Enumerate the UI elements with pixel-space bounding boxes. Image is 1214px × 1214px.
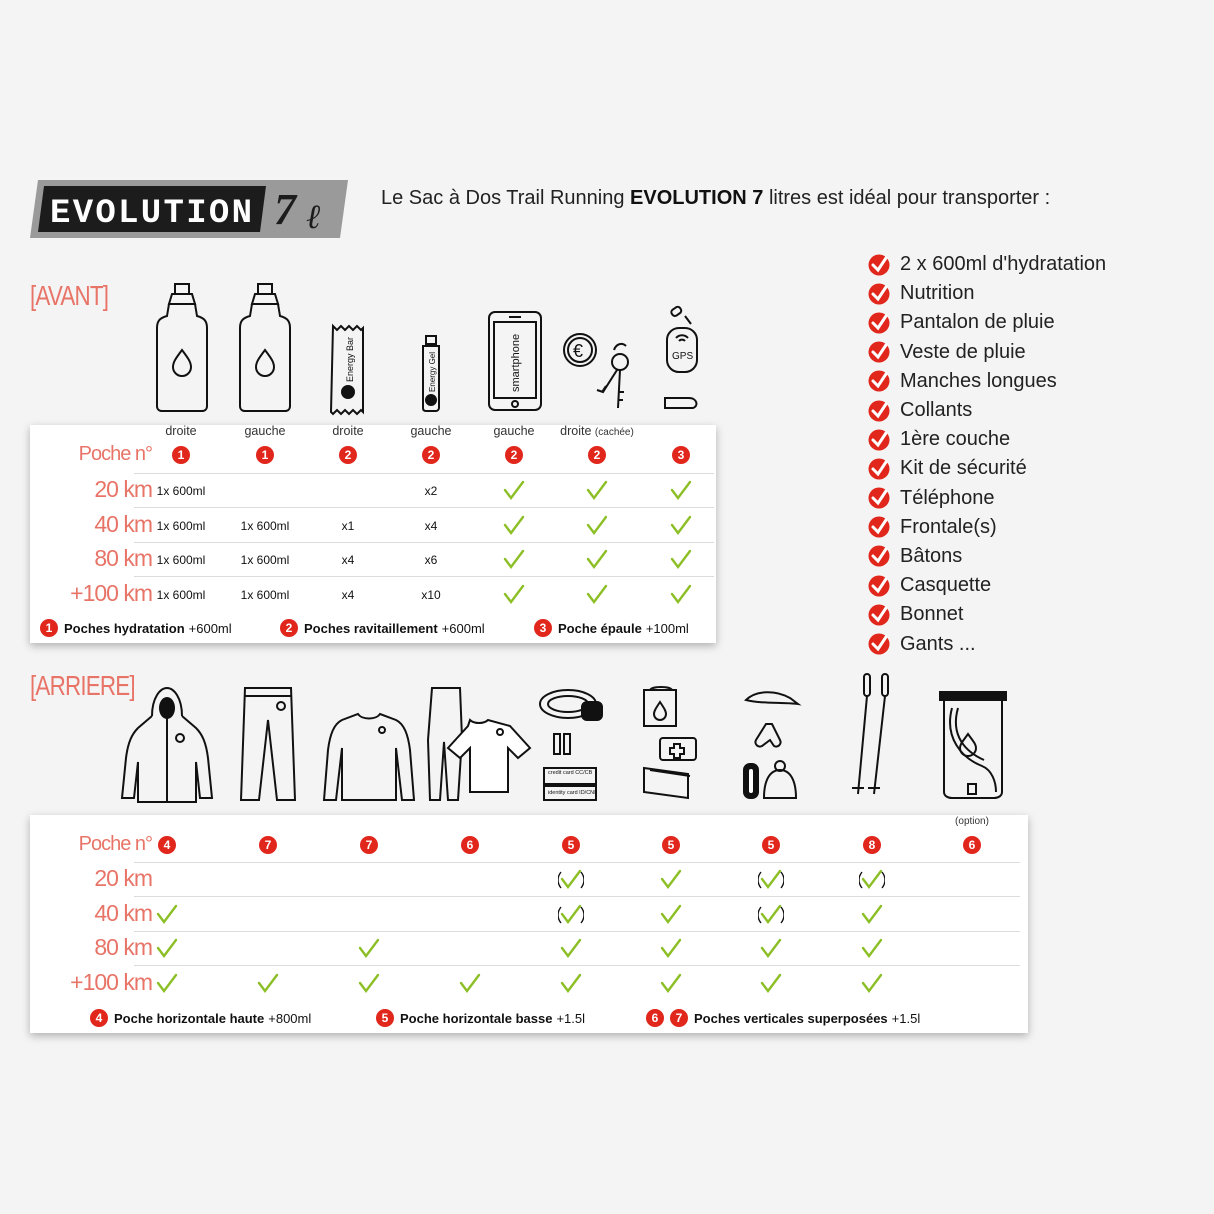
legend-name: Poches ravitaillement (304, 620, 438, 636)
headlamp-and-cards-icon (538, 686, 604, 802)
check-icon (584, 514, 610, 536)
check-icon (154, 972, 180, 994)
pocket-legend-item (646, 1009, 920, 1027)
svg-text:identity card ID/CNI: identity card ID/CNI (548, 790, 596, 796)
carry-list-label: Bâtons (900, 544, 963, 567)
table-cell: x2 (424, 484, 438, 498)
pocket-legend-item (534, 619, 689, 637)
pocket-number-badge: 1 (40, 619, 58, 637)
red-check-icon (868, 633, 890, 655)
svg-text:€: € (573, 341, 584, 361)
check-icon (457, 972, 483, 994)
distance-label: +100 km (70, 968, 152, 995)
table-cell: 1x 600ml (240, 518, 290, 533)
svg-text:credit card CC/CB: credit card CC/CB (548, 770, 593, 776)
red-check-icon (868, 283, 890, 305)
column-side-text: droite (332, 424, 364, 438)
back-section-label: [ARRIERE] (30, 670, 135, 701)
tagline: Le Sac à Dos Trail Running EVOLUTION 7 litres est idéal pour transporter : (381, 187, 1051, 209)
column-note: (option) (955, 816, 989, 827)
carry-list-item (868, 542, 1106, 571)
table-cell: 1x 600ml (156, 484, 206, 498)
legend-capacity: +100ml (645, 620, 689, 636)
front-section-label: [AVANT] (30, 280, 109, 311)
row-divider (134, 576, 714, 577)
table-cell: x4 (424, 518, 438, 533)
check-icon (859, 937, 885, 959)
pocket-number-badge: 1 (172, 446, 190, 464)
pocket-number-badge: 6 (461, 836, 479, 854)
check-icon (668, 583, 694, 605)
red-check-icon (868, 516, 890, 538)
pocket-number-badge: 6 (646, 1009, 664, 1027)
tights-and-tshirt-icon (428, 686, 532, 802)
check-icon (558, 937, 584, 959)
legend-capacity: +1.5l (556, 1010, 585, 1026)
column-side-text: gauche (410, 424, 452, 438)
pocket-number-badge: 3 (534, 619, 552, 637)
row-header: Poche n° (78, 443, 152, 465)
pocket-number-badge: 4 (158, 836, 176, 854)
carry-list-label: Kit de sécurité (900, 457, 1027, 480)
check-icon (668, 514, 694, 536)
legend-name: Poche horizontale haute (114, 1010, 265, 1026)
optional-check-icon (758, 903, 784, 925)
pocket-number-badge: 4 (90, 1009, 108, 1027)
front-pocket-table (30, 425, 716, 643)
distance-label: 20 km (94, 476, 152, 502)
svg-text:smartphone: smartphone (510, 333, 522, 392)
pocket-number-badge: 5 (376, 1009, 394, 1027)
pocket-number-badge: 1 (256, 446, 274, 464)
column-side-text: gauche (244, 424, 286, 438)
check-icon (356, 937, 382, 959)
water-bottle-icon (155, 282, 209, 412)
energy-gel-icon (418, 334, 444, 412)
table-cell: 1x 600ml (156, 518, 206, 533)
red-check-icon (868, 458, 890, 480)
red-check-icon (868, 487, 890, 509)
table-cell: 1x 600ml (156, 553, 206, 567)
first-aid-kit-icon (640, 686, 698, 802)
svg-text:GPS: GPS (672, 351, 694, 362)
pocket-number-badge: 8 (863, 836, 881, 854)
row-divider (134, 542, 714, 543)
optional-check-icon (558, 868, 584, 890)
row-divider (134, 473, 714, 474)
check-icon (584, 548, 610, 570)
distance-label: 40 km (94, 510, 152, 537)
optional-check-icon (859, 868, 885, 890)
gps-whistle-icon (661, 302, 703, 412)
check-icon (658, 903, 684, 925)
column-side-text: droite (560, 424, 592, 438)
evolution-logo (30, 180, 348, 238)
check-icon (154, 937, 180, 959)
table-cell: x4 (341, 553, 355, 567)
table-cell: 1x 600ml (240, 587, 290, 602)
carry-list-item (868, 250, 1106, 279)
check-icon (668, 479, 694, 501)
trekking-poles-icon (850, 672, 894, 802)
legend-name: Poche horizontale basse (400, 1010, 553, 1026)
check-icon (859, 903, 885, 925)
smartphone-icon (487, 310, 543, 412)
check-icon (859, 972, 885, 994)
svg-text:ℓ: ℓ (306, 199, 321, 236)
carry-list-item (868, 425, 1106, 454)
distance-label: 20 km (94, 865, 152, 891)
carry-list-label: Téléphone (900, 486, 995, 509)
carry-list-label: Bonnet (900, 603, 964, 626)
cap-gloves-glasses-beanie-icon (740, 686, 798, 802)
optional-check-icon (758, 868, 784, 890)
carry-list-item (868, 600, 1106, 629)
svg-text:Energy Bar: Energy Bar (345, 336, 355, 382)
check-icon (501, 583, 527, 605)
red-check-icon (868, 545, 890, 567)
distance-label: 80 km (94, 934, 152, 960)
carry-list-item (868, 338, 1106, 367)
carry-list-item (868, 513, 1106, 542)
check-icon (758, 972, 784, 994)
legend-capacity: +1.5l (891, 1010, 921, 1026)
red-check-icon (868, 254, 890, 276)
carry-list-item (868, 571, 1106, 600)
pocket-legend-item (376, 1009, 585, 1027)
check-icon (501, 514, 527, 536)
pocket-legend-item (40, 619, 232, 637)
legend-capacity: +600ml (188, 620, 232, 636)
check-icon (658, 937, 684, 959)
check-icon (584, 479, 610, 501)
carry-list-label: Frontale(s) (900, 515, 997, 538)
distance-label: 80 km (94, 545, 152, 571)
legend-name: Poches verticales superposées (694, 1010, 888, 1026)
carry-list-item (868, 454, 1106, 483)
column-side-label (547, 424, 647, 438)
optional-check-icon (558, 903, 584, 925)
carry-list (868, 250, 1106, 659)
pocket-number-badge: 2 (505, 446, 523, 464)
table-cell: x10 (421, 587, 441, 602)
check-icon (501, 548, 527, 570)
column-side-text: gauche (493, 424, 535, 438)
pocket-number-badge: 5 (562, 836, 580, 854)
legend-name: Poches hydratation (64, 620, 185, 636)
carry-list-item (868, 484, 1106, 513)
pocket-number-badge: 7 (360, 836, 378, 854)
carry-list-item (868, 308, 1106, 337)
energy-bar-icon (331, 324, 365, 412)
pocket-number-badge: 7 (670, 1009, 688, 1027)
carry-list-label: 1ère couche (900, 428, 1011, 451)
carry-list-label: 2 x 600ml d'hydratation (900, 253, 1107, 276)
row-header: Poche n° (78, 833, 152, 855)
row-divider (134, 896, 1020, 897)
carry-list-label: Casquette (900, 574, 992, 597)
check-icon (558, 972, 584, 994)
svg-text:7: 7 (274, 185, 296, 234)
table-cell: x1 (341, 518, 355, 533)
carry-list-label: Collants (900, 399, 973, 422)
coin-and-keys-icon (562, 332, 632, 412)
red-check-icon (868, 575, 890, 597)
red-check-icon (868, 604, 890, 626)
carry-list-label: Pantalon de pluie (900, 311, 1055, 334)
pocket-number-badge: 2 (588, 446, 606, 464)
pocket-number-badge: 2 (339, 446, 357, 464)
red-check-icon (868, 341, 890, 363)
red-check-icon (868, 312, 890, 334)
pocket-legend-item (280, 619, 485, 637)
check-icon (255, 972, 281, 994)
column-note: (cachée) (594, 427, 634, 438)
carry-list-label: Veste de pluie (900, 340, 1026, 363)
carry-list-label: Gants ... (900, 632, 976, 655)
red-check-icon (868, 400, 890, 422)
check-icon (356, 972, 382, 994)
pocket-number-badge: 5 (762, 836, 780, 854)
rain-jacket-icon (120, 686, 214, 802)
check-icon (658, 868, 684, 890)
pocket-number-badge: 2 (422, 446, 440, 464)
carry-list-label: Manches longues (900, 369, 1057, 392)
red-check-icon (868, 370, 890, 392)
row-divider (134, 965, 1020, 966)
pocket-number-badge: 3 (672, 446, 690, 464)
carry-list-label: Nutrition (900, 282, 975, 305)
legend-capacity: +800ml (268, 1010, 312, 1026)
distance-label: +100 km (70, 579, 152, 606)
row-divider (134, 862, 1020, 863)
table-cell: x4 (341, 587, 355, 602)
check-icon (658, 972, 684, 994)
pocket-number-badge: 5 (662, 836, 680, 854)
check-icon (758, 937, 784, 959)
legend-name: Poche épaule (558, 620, 642, 636)
carry-list-item (868, 367, 1106, 396)
table-cell: 1x 600ml (240, 553, 290, 567)
row-divider (134, 507, 714, 508)
long-sleeve-shirt-icon (322, 712, 416, 802)
check-icon (668, 548, 694, 570)
check-icon (501, 479, 527, 501)
red-check-icon (868, 429, 890, 451)
rain-pants-icon (239, 686, 297, 802)
table-cell: 1x 600ml (156, 587, 206, 602)
pocket-legend-item (90, 1009, 311, 1027)
pocket-number-badge: 2 (280, 619, 298, 637)
pocket-number-badge: 7 (259, 836, 277, 854)
row-divider (134, 931, 1020, 932)
check-icon (154, 903, 180, 925)
carry-list-item (868, 629, 1106, 658)
back-pocket-table (30, 815, 1028, 1033)
carry-list-item (868, 396, 1106, 425)
check-icon (584, 583, 610, 605)
svg-text:Energy Gel: Energy Gel (428, 351, 437, 392)
carry-list-item (868, 279, 1106, 308)
column-side-text: droite (165, 424, 197, 438)
legend-capacity: +600ml (441, 620, 485, 636)
pocket-number-badge: 6 (963, 836, 981, 854)
hydration-bladder-icon (938, 690, 1008, 802)
svg-text:EVOLUTION: EVOLUTION (50, 195, 256, 233)
water-bottle-icon (238, 282, 292, 412)
table-cell: x6 (424, 553, 438, 567)
distance-label: 40 km (94, 899, 152, 926)
